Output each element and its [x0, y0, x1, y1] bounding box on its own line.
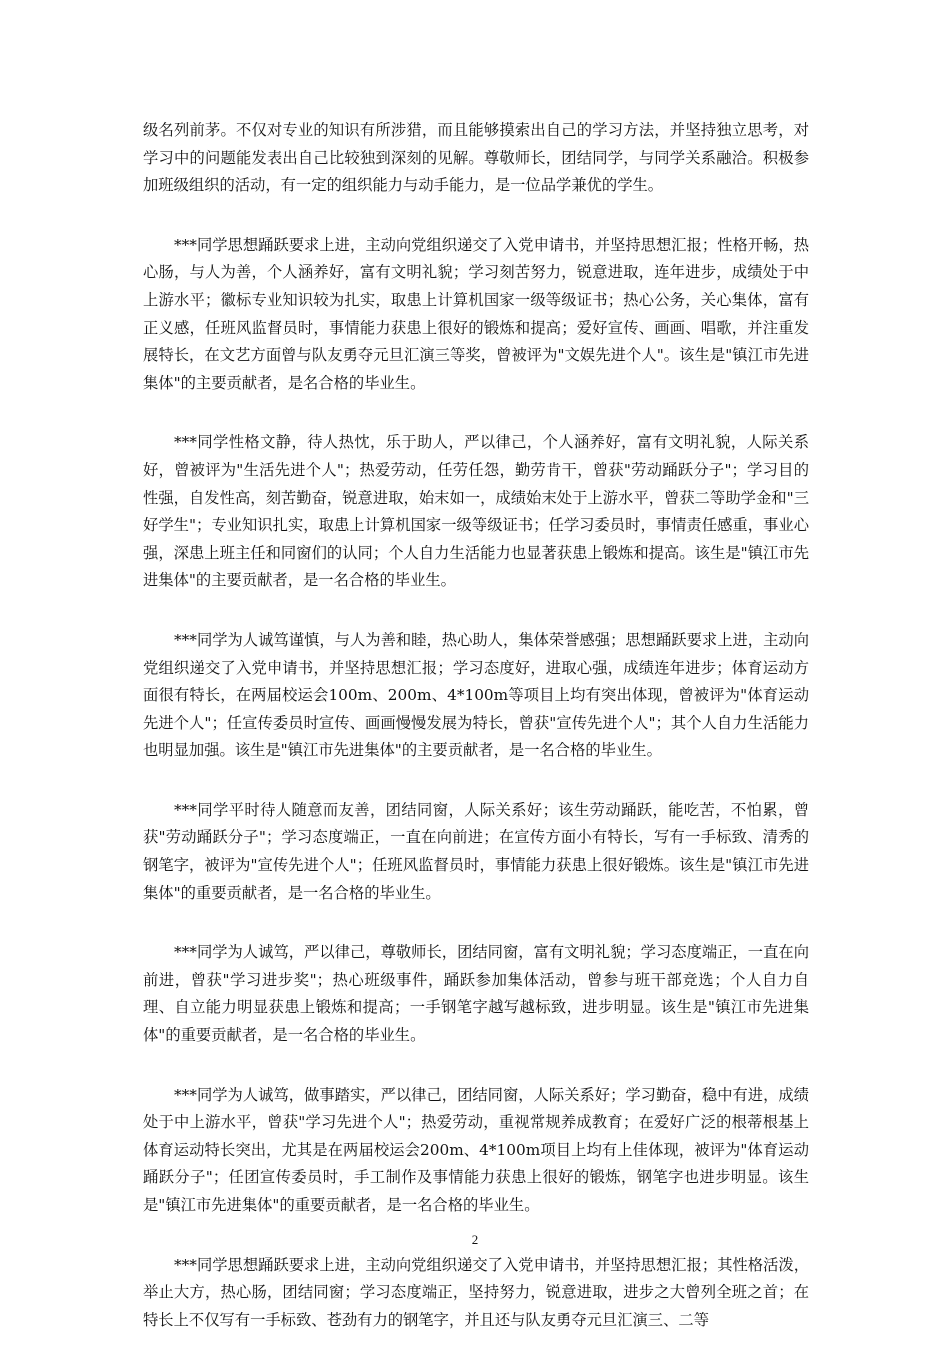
paragraph-student-evaluation: ***同学思想踊跃要求上进，主动向党组织递交了入党申请书，并坚持思想汇报；性格开畅，热心肠，与人为善，个人涵养好，富有文明礼貌；学习刻苦努力，锐意进取，连年进步，成绩处于中上游水平；徽标专业知识较为扎实，取患上计算机国家一级等级证书；热心公务，关心集体，富有正义感，任班风监督员时，事情能力获患上很好的锻炼和提高；爱好宣传、画画、唱歌，并注重发展特长，在文艺方面曾与队友勇夺元旦汇演三等奖，曾被评为"文娱先进个人"。该生是"镇江市先进集体"的主要贡献者，是名合格的毕业生。 — [143, 235, 809, 392]
paragraph-student-evaluation: ***同学为人诚笃，做事踏实，严以律己，团结同窗，人际关系好；学习勤奋，稳中有进，成绩处于中上游水平，曾获"学习先进个人"；热爱劳动，重视常规养成教育；在爱好广泛的根蒂根基上体育运动特长突出，尤其是在两届校运会200m、4*100m项目上均有上佳体现，被评为"体育运动踊跃分子"；任团宣传委员时，手工制作及事情能力获患上很好的锻炼，钢笔字也进步明显。该生是"镇江市先进集体"的重要贡献者，是一名合格的毕业生。 — [143, 1085, 809, 1214]
paragraph-student-evaluation: ***同学思想踊跃要求上进，主动向党组织递交了入党申请书，并坚持思想汇报；其性格活泼，举止大方，热心肠，团结同窗；学习态度端正，坚持努力，锐意进取，进步之大曾列全班之首；在特长上不仅写有一手标致、苍劲有力的钢笔字，并且还与队友勇夺元旦汇演三、二等 — [143, 1255, 809, 1329]
paragraph-student-evaluation: ***同学性格文静，待人热忱，乐于助人，严以律己，个人涵养好，富有文明礼貌，人际关系好，曾被评为"生活先进个人"；热爱劳动，任劳任怨，勤劳肯干，曾获"劳动踊跃分子"；学习目的性强，自发性高，刻苦勤奋，锐意进取，始末如一，成绩始末处于上游水平，曾获二等助学金和"三好学生"；专业知识扎实，取患上计算机国家一级等级证书；任学习委员时，事情责任感重，事业心强，深患上班主任和同窗们的认同；个人自力生活能力也显著获患上锻炼和提高。该生是"镇江市先进集体"的主要贡献者，是一名合格的毕业生。 — [143, 433, 809, 590]
document-body — [143, 117, 809, 1366]
paragraph-student-evaluation: ***同学为人诚笃，严以律己，尊敬师长，团结同窗，富有文明礼貌；学习态度端正，一直在向前进，曾获"学习进步奖"；热心班级事件，踊跃参加集体活动，曾参与班干部竞选；个人自力自理、自立能力明显获患上锻炼和提高；一手钢笔字越写越标致，进步明显。该生是"镇江市先进集体"的重要贡献者，是一名合格的毕业生。 — [143, 943, 809, 1045]
page-number: 2 — [471, 1232, 479, 1247]
paragraph-student-evaluation: ***同学为人诚笃谨慎，与人为善和睦，热心助人，集体荣誉感强；思想踊跃要求上进，主动向党组织递交了入党申请书，并坚持思想汇报；学习态度好，进取心强，成绩连年进步；体育运动方面很有特长，在两届校运会100m、200m、4*100m等项目上均有突出体现，曾被评为"体育运动先进个人"；任宣传委员时宣传、画画慢慢发展为特长，曾获"宣传先进个人"；其个人自力生活能力也明显加强。该生是"镇江市先进集体"的主要贡献者，是一名合格的毕业生。 — [143, 630, 809, 760]
paragraph-student-evaluation: ***同学平时待人随意而友善，团结同窗，人际关系好；该生劳动踊跃，能吃苦，不怕累，曾获"劳动踊跃分子"；学习态度端正，一直在向前进；在宣传方面小有特长，写有一手标致、清秀的钢笔字，被评为"宣传先进个人"；任班风监督员时，事情能力获患上很好锻炼。该生是"镇江市先进集体"的重要贡献者，是一名合格的毕业生。 — [143, 800, 809, 902]
paragraph-continued: 级名列前茅。不仅对专业的知识有所涉猎，而且能够摸索出自己的学习方法，并坚持独立思考，对学习中的问题能发表出自己比较独到深刻的见解。尊敬师长，团结同学，与同学关系融洽。积极参加班级组织的活动，有一定的组织能力与动手能力，是一位品学兼优的学生。 — [143, 121, 809, 195]
